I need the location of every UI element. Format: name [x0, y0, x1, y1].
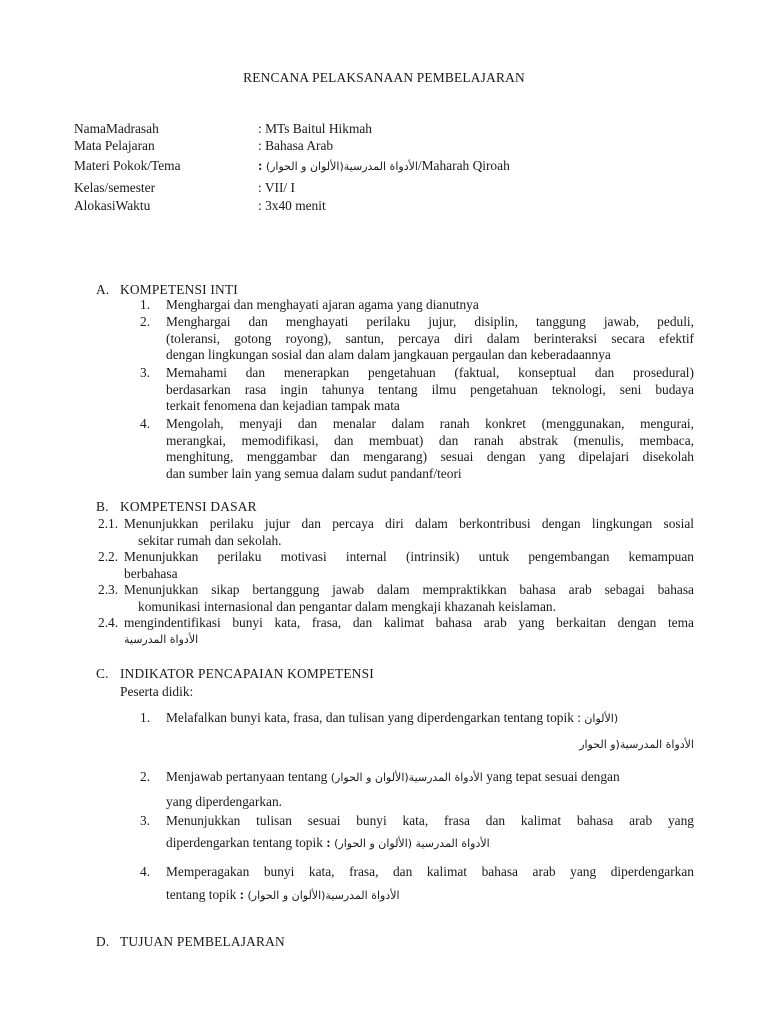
list-item	[140, 365, 694, 415]
item-line	[166, 834, 694, 852]
item-line: Mengolah, menyaji dan menalar dalam ranah konkret (menggunakan, mengurai,	[166, 416, 694, 431]
item-number: 3.	[140, 813, 151, 828]
section-title: KOMPETENSI INTI	[120, 282, 238, 297]
arabic-topic: الأدواة المدرسية(الألوان و الحوار)	[330, 771, 483, 784]
identity-madrasah	[74, 121, 714, 139]
identity-waktu	[74, 198, 714, 216]
list-item	[140, 863, 694, 904]
item-text: Menjawab pertanyaan tentang	[166, 769, 328, 784]
section-letter: C.	[96, 666, 109, 681]
section-letter: B.	[96, 499, 109, 514]
list-item	[140, 297, 694, 314]
item-number: 4.	[140, 416, 151, 431]
section-title: KOMPETENSI DASAR	[120, 499, 257, 514]
item-line: berdasarkan rasa ingin tahunya tentang ilmu pengetahuan teknologi, seni budaya	[166, 381, 694, 397]
list-item	[140, 314, 694, 364]
item-line: yang diperdengarkan.	[166, 794, 283, 809]
arabic-topic: (الألوان	[584, 712, 619, 725]
identity-label: Kelas/semester	[74, 180, 156, 195]
identity-materi	[74, 158, 714, 176]
list-item	[98, 549, 694, 582]
identity-value: : VII/ I	[258, 180, 295, 195]
item-line: dengan lingkungan sosial dan alam dalam jangkauan pergaulan dan keberadaannya	[166, 347, 611, 362]
item-line: Menghargai dan menghayati perilaku jujur, disiplin, tanggung jawab, peduli,	[166, 314, 694, 329]
item-number: 1.	[140, 297, 151, 312]
section-letter: A.	[96, 282, 110, 297]
list-item	[140, 768, 694, 810]
item-number: 2.	[140, 769, 151, 784]
item-text: diperdengarkan tentang topik	[166, 835, 323, 850]
item-number: 2.1.	[98, 516, 119, 531]
item-line: sekitar rumah dan sekolah.	[138, 532, 282, 548]
indicator-intro: Peserta didik:	[120, 684, 194, 699]
arabic-topic: الأدواة المدرسية	[124, 632, 199, 646]
section-heading-d	[96, 934, 285, 951]
item-line: Menunjukkan tulisan sesuai bunyi kata, frasa dan kalimat bahasa arab yang	[166, 813, 694, 828]
section-letter: D.	[96, 934, 110, 949]
item-text: Melafalkan bunyi kata, frasa, dan tulisan yang diperdengarkan tentang topik :	[166, 710, 581, 725]
item-number: 3.	[140, 365, 151, 380]
item-line: (toleransi, gotong royong), santun, percaya diri dalam berinteraksi secara efektif	[166, 330, 694, 346]
list-item	[98, 582, 694, 615]
identity-kelas	[74, 180, 714, 198]
identity-pelajaran	[74, 138, 714, 156]
identity-value: : 3x40 menit	[258, 198, 326, 213]
item-text: yang tepat sesuai dengan	[486, 769, 620, 784]
item-line: Menghargai dan menghayati ajaran agama yang dianutnya	[166, 297, 479, 312]
item-line: merangkai, memodifikasi, dan membuat) dan ranah abstrak (menulis, membaca,	[166, 432, 694, 448]
item-line: Menunjukkan perilaku jujur dan percaya diri dalam berkontribusi dengan lingkungan sosial	[124, 516, 694, 531]
item-number: 2.4.	[98, 615, 119, 630]
colon: :	[258, 158, 263, 173]
item-line: mengindentifikasi bunyi kata, frasa, dan kalimat bahasa arab yang berkaitan dengan tema	[124, 615, 694, 630]
section-heading-b	[96, 499, 257, 516]
item-number: 4.	[140, 864, 151, 879]
list-item	[140, 709, 694, 753]
item-line	[166, 709, 694, 727]
arabic-topic: الأدواة المدرسية(الألوان و الحوار)	[247, 889, 400, 902]
colon: :	[239, 887, 245, 902]
item-line: komunikasi internasional dan pengantar dalam mengkaji khazanah keislaman.	[138, 598, 556, 614]
identity-label: AlokasiWaktu	[74, 198, 151, 213]
colon: :	[326, 835, 331, 850]
arabic-topic: الأدواة المدرسية(و الحوار	[579, 738, 694, 751]
item-number: 2.	[140, 314, 151, 329]
list-item	[98, 615, 694, 648]
item-line: Menunjukkan perilaku motivasi internal (intrinsik) untuk pengembangan kemampuan	[124, 549, 694, 564]
item-line: Menunjukkan sikap bertanggung jawab dalam mempraktikkan bahasa arab sebagai bahasa	[124, 582, 694, 597]
item-line: Memahami dan menerapkan pengetahuan (faktual, konseptual dan prosedural)	[166, 365, 694, 380]
item-line	[166, 886, 694, 904]
list-item	[140, 416, 694, 482]
arabic-topic: الأدواة المدرسية (الألوان و الحوار)	[334, 837, 490, 850]
item-text: tentang topik	[166, 887, 237, 902]
item-number: 1.	[140, 710, 151, 725]
item-line	[166, 768, 694, 786]
item-line: berbahasa	[124, 565, 178, 581]
identity-value	[258, 158, 510, 176]
identity-value: : Bahasa Arab	[258, 138, 334, 153]
materi-latin: /Maharah Qiroah	[417, 158, 510, 173]
identity-label: Mata Pelajaran	[74, 138, 155, 153]
list-item	[140, 812, 694, 852]
section-heading-c	[96, 666, 374, 683]
item-line: terkait fenomena dan kejadian tampak mata	[166, 398, 400, 413]
identity-label: Materi Pokok/Tema	[74, 158, 181, 173]
list-item	[98, 516, 694, 549]
section-title: INDIKATOR PENCAPAIAN KOMPETENSI	[120, 666, 374, 681]
item-line: dan sumber lain yang semua dalam sudut pandanf/teori	[166, 465, 462, 481]
item-line: Memperagakan bunyi kata, frasa, dan kalimat bahasa arab yang diperdengarkan	[166, 864, 694, 879]
section-title: TUJUAN PEMBELAJARAN	[120, 934, 285, 949]
document-title: RENCANA PELAKSANAAN PEMBELAJARAN	[243, 70, 525, 85]
identity-label: NamaMadrasah	[74, 121, 159, 136]
item-number: 2.3.	[98, 582, 119, 597]
item-number: 2.2.	[98, 549, 119, 564]
arabic-topic: الأدواة المدرسية(الألوان و الحوار)	[265, 160, 418, 173]
identity-value: : MTs Baitul Hikmah	[258, 121, 372, 136]
item-line: menghitung, menggambar dan mengarang) sesuai dengan yang dipelajari disekolah	[166, 449, 694, 464]
